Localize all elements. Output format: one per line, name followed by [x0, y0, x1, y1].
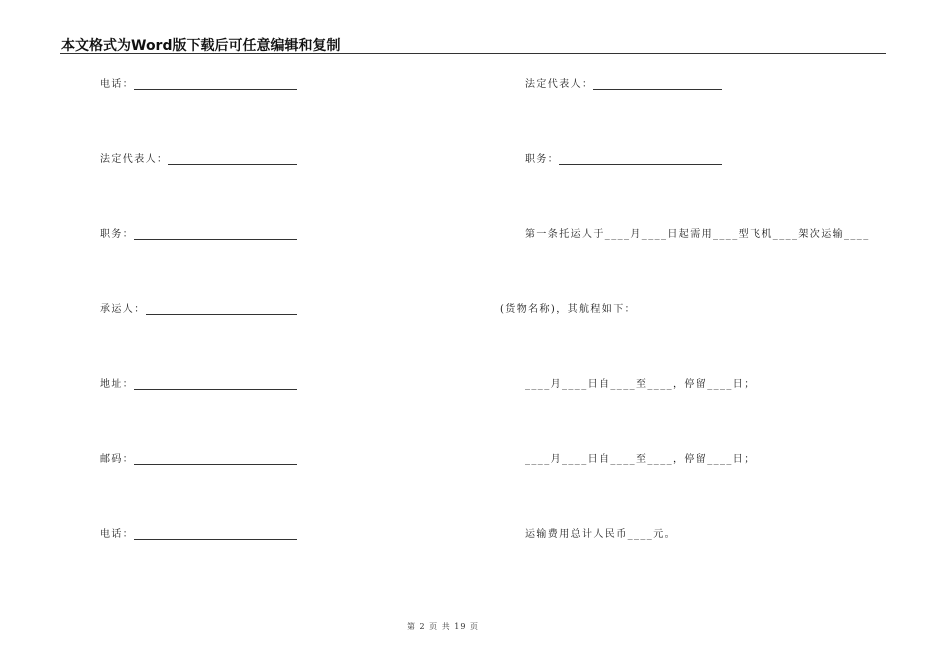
field-label: 职务： [100, 229, 135, 240]
blank-line [559, 164, 722, 165]
blank-line [134, 239, 297, 240]
cargo-route-intro: (货物名称)，其航程如下： [500, 304, 637, 315]
field-label: 邮码： [100, 454, 135, 465]
blank-line [593, 89, 722, 90]
freight-total-text: 运输费用总计人民币____元。 [525, 529, 676, 540]
blank-line [134, 464, 297, 465]
field-label: 法定代表人： [100, 154, 169, 165]
field-legal-representative-2 [525, 78, 722, 92]
page-number-footer: 第 2 页 共 19 页 [407, 622, 479, 631]
blank-line [146, 314, 297, 315]
blank-line [168, 164, 297, 165]
field-label: 电话： [100, 529, 135, 540]
field-phone-1 [100, 78, 297, 92]
blank-line [134, 539, 297, 540]
field-label: 职务： [525, 154, 560, 165]
field-postcode [100, 453, 297, 467]
field-phone-2 [100, 528, 297, 542]
page-header-title: 本文格式为Word版下载后可任意编辑和复制 [61, 38, 341, 54]
field-label: 电话： [100, 79, 135, 90]
route-line-2: ____月____日自____至____，停留____日； [525, 454, 756, 465]
article-one-text: 第一条托运人于____月____日起需用____型飞机____架次运输____ [525, 229, 870, 240]
field-label: 承运人： [100, 304, 146, 315]
field-address [100, 378, 297, 392]
blank-line [134, 89, 297, 90]
blank-line [134, 389, 297, 390]
field-position-1 [100, 228, 297, 242]
header-rule [60, 53, 886, 54]
field-label: 法定代表人： [525, 79, 594, 90]
field-position-2 [525, 153, 722, 167]
route-line-1: ____月____日自____至____，停留____日； [525, 379, 756, 390]
field-label: 地址： [100, 379, 135, 390]
field-legal-representative-1 [100, 153, 297, 167]
field-carrier [100, 303, 297, 317]
